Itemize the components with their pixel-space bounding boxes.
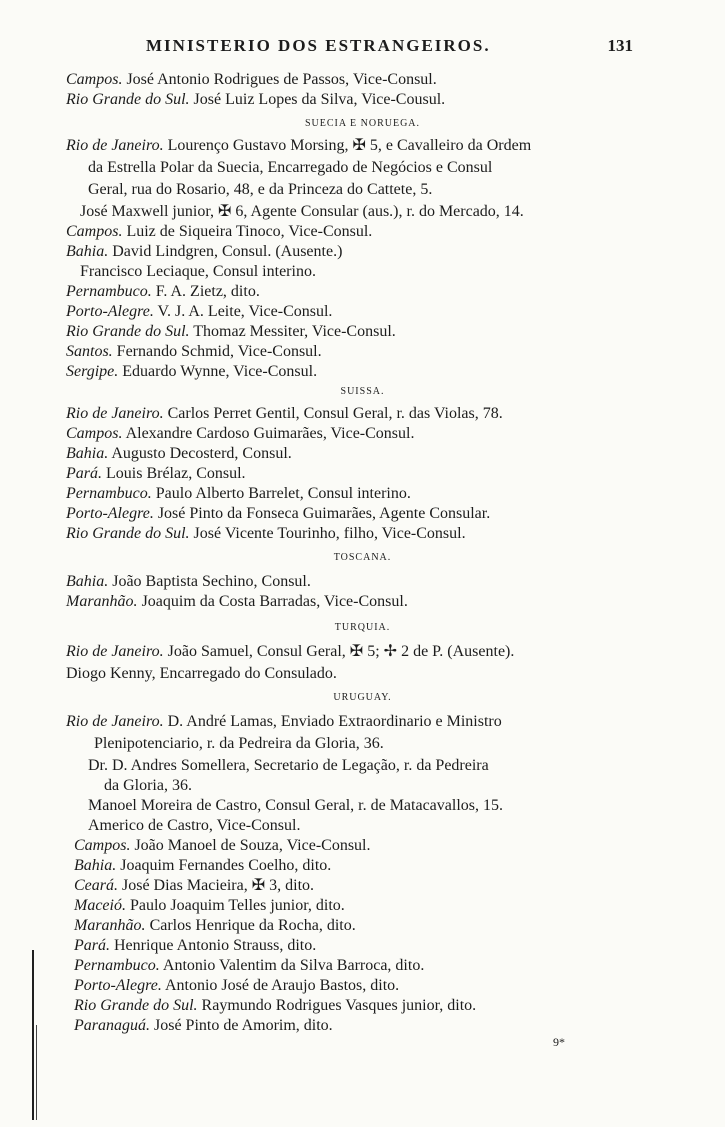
entry-place: Rio Grande do Sul. (66, 323, 190, 340)
entry-text: V. J. A. Leite, Vice-Consul. (153, 303, 333, 320)
entry-place: Rio Grande do Sul. (74, 997, 198, 1014)
entry-line (66, 136, 531, 156)
entry-line (74, 976, 399, 996)
entry-line (80, 262, 316, 282)
entry-place: Porto-Alegre. (74, 977, 162, 994)
entry-line (66, 712, 502, 732)
entry-line (66, 404, 503, 424)
entry-text: Henrique Antonio Strauss, dito. (110, 937, 317, 954)
entry-line (66, 484, 411, 504)
entry-place: Pará. (66, 465, 102, 482)
entry-text: Diogo Kenny, Encarregado do Consulado. (66, 665, 337, 682)
entry-line (66, 362, 317, 382)
entry-place: Bahia. (66, 573, 109, 590)
entry-place: Porto-Alegre. (66, 505, 154, 522)
entry-text: Fernando Schmid, Vice-Consul. (112, 343, 322, 360)
entry-line (74, 836, 370, 856)
entry-place: Santos. (66, 343, 113, 360)
entry-text: Dr. D. Andres Somellera, Secretario de Legação, r. da Pedreira (88, 757, 489, 774)
entry-text: Paulo Joaquim Telles junior, dito. (125, 897, 345, 914)
entry-place: Pará. (74, 937, 110, 954)
entry-line (80, 202, 524, 222)
entry-text: João Samuel, Consul Geral, ✠ 5; ✢ 2 de P. (Ausente). (163, 643, 515, 660)
entry-place: Campos. (66, 223, 123, 240)
entry-text: Carlos Henrique da Rocha, dito. (145, 917, 356, 934)
entry-text: Carlos Perret Gentil, Consul Geral, r. das Violas, 78. (163, 405, 503, 422)
entry-place: Rio Grande do Sul. (66, 525, 190, 542)
entry-line (66, 504, 490, 524)
page-header (0, 36, 725, 60)
section-heading-toscana: TOSCANA. (333, 552, 392, 563)
entry-line (88, 180, 432, 200)
entry-line (66, 524, 466, 544)
entry-place: Bahia. (66, 243, 109, 260)
entry-place: Pernambuco. (66, 485, 152, 502)
entry-text: Eduardo Wynne, Vice-Consul. (118, 363, 318, 380)
entry-text: José Maxwell junior, ✠ 6, Agente Consular (aus.), r. do Mercado, 14. (80, 203, 524, 220)
entry-text: Louis Brélaz, Consul. (102, 465, 246, 482)
entry-text: David Lindgren, Consul. (Ausente.) (108, 243, 343, 260)
page-number: 131 (607, 36, 633, 55)
entry-place: Maranhão. (74, 917, 146, 934)
entry-place: Sergipe. (66, 363, 119, 380)
entry-text: Antonio Valentim da Silva Barroca, dito. (159, 957, 425, 974)
entry-text: José Vicente Tourinho, filho, Vice-Consul. (189, 525, 466, 542)
entry-line (74, 936, 316, 956)
entry-line (104, 776, 192, 796)
entry-text: Raymundo Rodrigues Vasques junior, dito. (197, 997, 477, 1014)
section-heading-turquia: TURQUIA. (334, 622, 391, 633)
entry-line (74, 956, 424, 976)
entry-text: Augusto Decosterd, Consul. (108, 445, 292, 462)
entry-text: D. André Lamas, Enviado Extraordinario e Ministro (163, 713, 502, 730)
entry-place: Campos. (66, 425, 123, 442)
entry-text: João Baptista Sechino, Consul. (108, 573, 311, 590)
entry-text: Geral, rua do Rosario, 48, e da Princeza do Cattete, 5. (88, 181, 433, 198)
entry-line (74, 1016, 333, 1036)
entry-text: Lourenço Gustavo Morsing, ✠ 5, e Cavalleiro da Ordem (163, 137, 532, 154)
entry-text: Paulo Alberto Barrelet, Consul interino. (151, 485, 411, 502)
entry-line (66, 572, 311, 592)
entry-place: Rio de Janeiro. (66, 713, 164, 730)
entry-line (94, 734, 384, 754)
entry-text: Luiz de Siqueira Tinoco, Vice-Consul. (122, 223, 373, 240)
entry-line (74, 876, 314, 896)
entry-place: Rio de Janeiro. (66, 643, 164, 660)
entry-line (88, 158, 492, 178)
entry-place: Bahia. (74, 857, 117, 874)
entry-line (66, 90, 445, 110)
entry-text: Alexandre Cardoso Guimarães, Vice-Consul. (122, 425, 415, 442)
entry-text: Plenipotenciario, r. da Pedreira da Gloria, 36. (94, 735, 384, 752)
entry-line (66, 322, 396, 342)
entry-place: Porto-Alegre. (66, 303, 154, 320)
binding-edge-line (36, 1025, 37, 1120)
entry-line (74, 916, 356, 936)
entry-line (66, 642, 514, 662)
entry-text: Joaquim da Costa Barradas, Vice-Consul. (137, 593, 408, 610)
entry-place: Maranhão. (66, 593, 138, 610)
section-heading-suecia: SUECIA E NORUEGA. (304, 118, 421, 129)
entry-line (66, 222, 372, 242)
signature-mark: 9* (553, 1035, 565, 1049)
entry-place: Rio de Janeiro. (66, 405, 164, 422)
entry-place: Bahia. (66, 445, 109, 462)
entry-line (74, 856, 331, 876)
section-heading-suissa: SUISSA. (340, 386, 385, 397)
entry-text: Antonio José de Araujo Bastos, dito. (161, 977, 400, 994)
entry-line (88, 756, 489, 776)
entry-text: José Luiz Lopes da Silva, Vice-Cousul. (189, 91, 446, 108)
entry-place: Pernambuco. (66, 283, 152, 300)
entry-place: Pernambuco. (74, 957, 160, 974)
entry-place: Campos. (74, 837, 131, 854)
entry-text: João Manoel de Souza, Vice-Consul. (130, 837, 371, 854)
entry-place: Paranaguá. (74, 1017, 150, 1034)
binding-edge-line (32, 950, 34, 1120)
entry-line (66, 464, 246, 484)
entry-line (74, 896, 345, 916)
entry-text: José Dias Macieira, ✠ 3, dito. (118, 877, 315, 894)
entry-text: da Estrella Polar da Suecia, Encarregado de Negócios e Consul (88, 159, 493, 176)
entry-line (66, 342, 322, 362)
entry-place: Rio Grande do Sul. (66, 91, 190, 108)
entry-line (66, 302, 332, 322)
entry-line (66, 282, 260, 302)
entry-text: F. A. Zietz, dito. (151, 283, 260, 300)
entry-line (66, 664, 337, 684)
entry-line (88, 816, 300, 836)
entry-line (66, 424, 414, 444)
entry-text: José Pinto da Fonseca Guimarães, Agente Consular. (153, 505, 491, 522)
entry-place: Ceará. (74, 877, 118, 894)
entry-text: Francisco Leciaque, Consul interino. (80, 263, 316, 280)
entry-line (66, 242, 342, 262)
entry-line (66, 444, 292, 464)
entry-line (66, 592, 408, 612)
entry-place: Campos. (66, 71, 123, 88)
entry-text: José Antonio Rodrigues de Passos, Vice-Consul. (122, 71, 437, 88)
entry-text: Americo de Castro, Vice-Consul. (88, 817, 301, 834)
entry-line (66, 70, 437, 90)
entry-text: Thomaz Messiter, Vice-Consul. (189, 323, 396, 340)
entry-line (74, 996, 476, 1016)
entry-text: da Gloria, 36. (104, 777, 192, 794)
entry-text: José Pinto de Amorim, dito. (150, 1017, 333, 1034)
entry-text: Joaquim Fernandes Coelho, dito. (116, 857, 332, 874)
entry-place: Maceió. (74, 897, 126, 914)
entry-line (88, 796, 503, 816)
running-title: MINISTERIO DOS ESTRANGEIROS. (146, 36, 491, 55)
entry-text: Manoel Moreira de Castro, Consul Geral, r. de Matacavallos, 15. (88, 797, 503, 814)
entry-place: Rio de Janeiro. (66, 137, 164, 154)
section-heading-uruguay: URUGUAY. (333, 692, 392, 703)
